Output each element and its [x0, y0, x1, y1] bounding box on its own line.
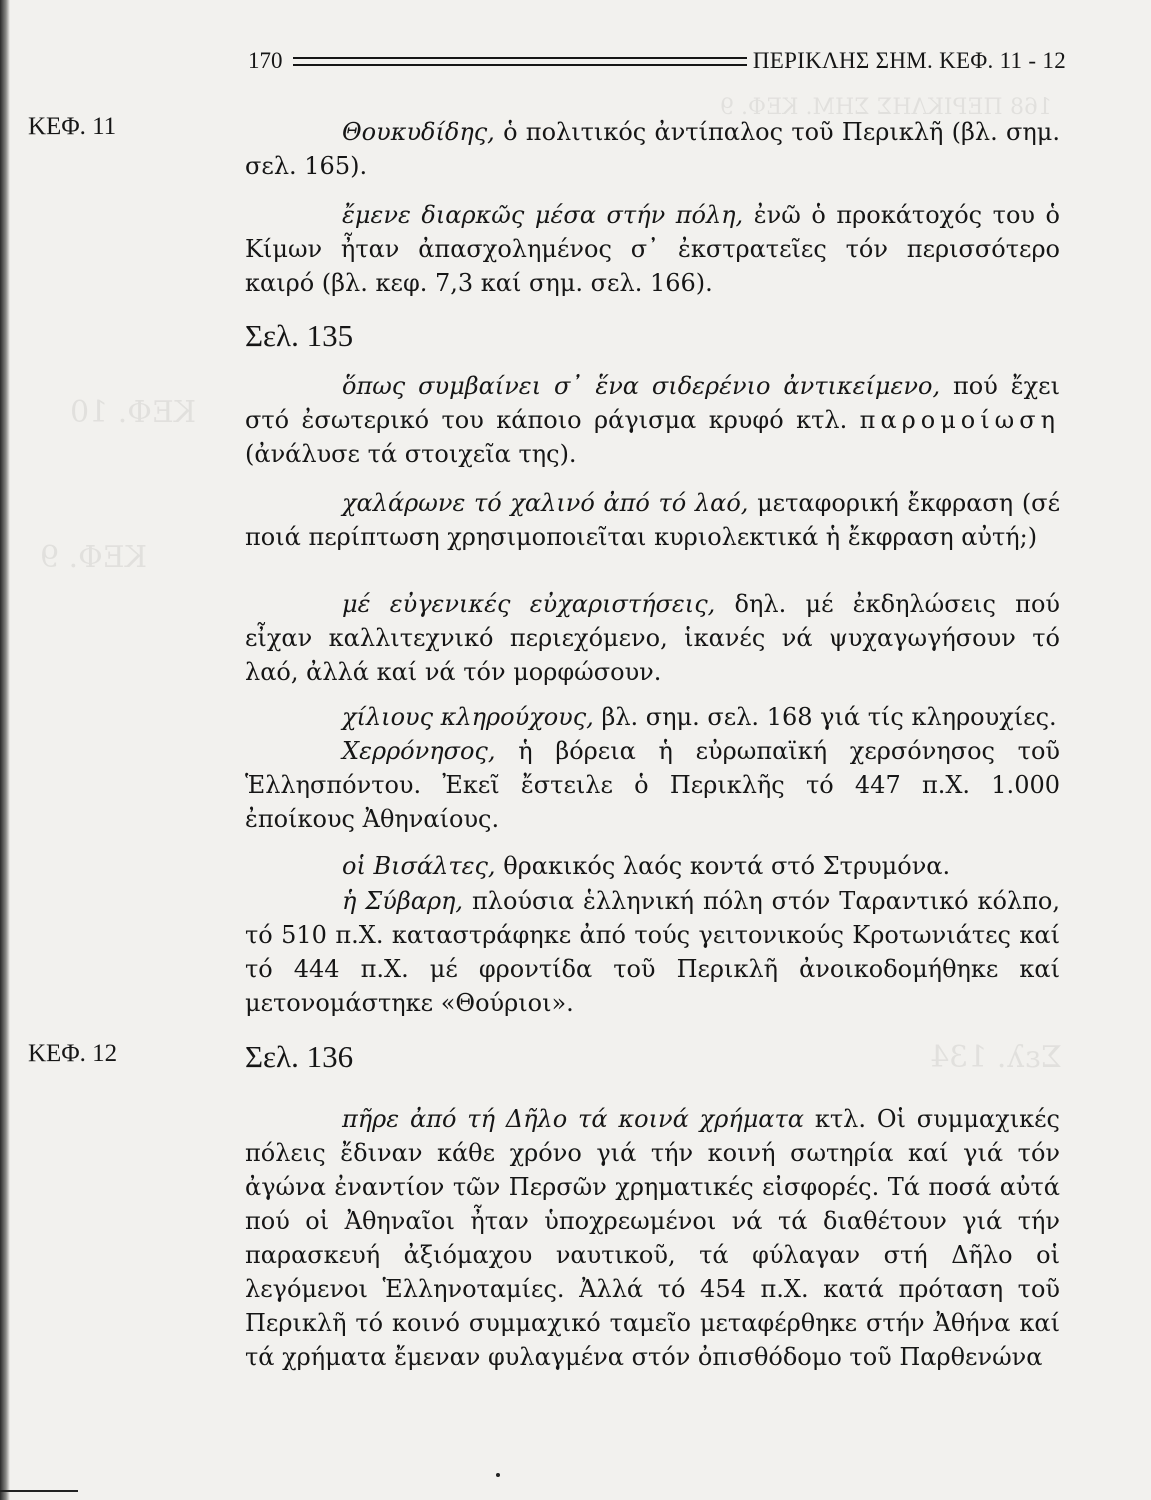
margin-chapter-11: ΚΕΦ. 11: [28, 113, 117, 140]
section-heading-136: Σελ. 136: [245, 1039, 354, 1074]
bleed-through-label: ΠΕΡΙΚΛΗΣ ΣΗΜ. ΚΕΦ. 9: [720, 95, 1003, 120]
note-loosened-rein: [245, 486, 1060, 554]
section-heading-135: Σελ. 135: [245, 318, 354, 353]
note-term: ἡ Σύβαρη,: [342, 887, 464, 915]
note-text: βλ. σημ. σελ. 168 γιά τίς κληρουχίες.: [593, 703, 1057, 731]
note-term: ἔμενε διαρκῶς μέσα στήν πόλη,: [342, 201, 744, 229]
bleed-through-label: ΚΕΦ. 9: [40, 540, 148, 575]
note-sybaris: [245, 884, 1060, 1020]
note-iron-object: [245, 369, 1060, 471]
note-remained-in-city: [245, 198, 1060, 300]
bleed-through-label: ΚΕΦ. 10: [70, 395, 197, 430]
note-spaced-word: παρομοίωση: [859, 406, 1060, 434]
note-text: δηλ. μέ ἐκδηλώσεις πού εἶχαν καλλιτεχνικό περιεχόμενο, ἱκανές νά ψυχαγωγήσουν τό λαό, ἀλλά καί νά τόν μορφώσουν.: [245, 590, 1060, 686]
note-text: μεταφορική ἔκφραση (σέ ποιά περίπτωση χρησιμοποιεῖται κυριολεκτικά ἡ ἔκφραση αὐτή;): [245, 489, 1060, 551]
bleed-through-label: 168: [1010, 95, 1052, 120]
note-chersonese: [245, 734, 1060, 836]
note-term: οἱ Βισάλτες,: [342, 852, 496, 880]
note-text: πλούσια ἑλληνική πόλη στόν Ταραντικό κόλπο, τό 510 π.Χ. καταστράφηκε ἀπό τούς γειτονικούς Κροτωνιάτες καί τό 444 π.Χ. μέ φροντίδα τοῦ Περικλῆ ἀνοικοδομήθηκε καί μετονομάστηκε «Θούριοι».: [245, 887, 1061, 1017]
note-text: κτλ. Οἱ συμμαχικές πόλεις ἔδιναν κάθε χρόνο γιά τήν κοινή σωτηρία καί γιά τόν ἀγώνα ἐναντίον τῶν Περσῶν χρηματικές εἰσφορές. Τά ποσά αὐτά πού οἱ Ἀθηναῖοι ἦταν ὑποχρεωμένοι νά τά διαθέτουν γιά τήν παρασκευή ἀξιόμαχου ναυτικοῦ, τά φύλαγαν στή Δῆλο οἱ λεγόμενοι Ἑλληνοταμίες. Ἀλλά τό 454 π.Χ. κατά πρόταση τοῦ Περικλῆ τό κοινό συμμαχικό ταμεῖο μεταφέρθηκε στήν Ἀθήνα καί τά χρήματα ἔμεναν φυλαγμένα στόν ὀπισθόδομο τοῦ Παρθενώνα: [245, 1105, 1061, 1371]
note-term: χαλάρωνε τό χαλινό ἀπό τό λαό,: [342, 489, 749, 517]
scan-edge-shadow: [0, 0, 10, 1500]
page-number: 170: [248, 48, 283, 73]
note-text: θρακικός λαός κοντά στό Στρυμόνα.: [495, 852, 951, 880]
note-text: πού ἔχει στό ἐσωτερικό του κάποιο ράγισμα κρυφό κτλ.: [245, 372, 1061, 434]
header-rule: [293, 57, 747, 66]
note-delos-treasury: [245, 1102, 1060, 1374]
footer-rule: [0, 1490, 78, 1492]
running-header: [248, 48, 1066, 74]
note-thucydides: [245, 115, 1060, 183]
running-title: ΠΕΡΙΚΛΗΣ ΣΗΜ. ΚΕΦ. 11 - 12: [752, 48, 1066, 73]
note-noble-entertainments: [245, 587, 1060, 689]
note-term: χίλιους κληρούχους,: [342, 703, 594, 731]
note-bisaltae: [245, 849, 1060, 883]
note-thousand-cleruchs: [245, 700, 1060, 734]
note-text-tail: (ἀνάλυσε τά στοιχεῖα της).: [245, 440, 577, 468]
note-term: Θουκυδίδης,: [342, 118, 495, 146]
note-term: Χερρόνησος,: [342, 737, 496, 765]
stray-mark: [496, 1473, 500, 1477]
bleed-through-label: Σελ. 134: [930, 1040, 1063, 1075]
note-text: ὁ πολιτικός ἀντίπαλος τοῦ Περικλῆ (βλ. σημ. σελ. 165).: [245, 118, 1060, 180]
note-text: ἡ βόρεια ἡ εὐρωπαϊκή χερσόνησος τοῦ Ἑλλησπόντου. Ἐκεῖ ἔστειλε ὁ Περικλῆς τό 447 π.Χ. 1.000 ἐποίκους Ἀθηναίους.: [245, 737, 1060, 833]
note-text: ἐνῶ ὁ προκάτοχός του ὁ Κίμων ἦταν ἀπασχολημένος σ᾽ ἐκστρατεῖες τόν περισσότερο καιρό (βλ. κεφ. 7,3 καί σημ. σελ. 166).: [245, 201, 1060, 297]
note-term: μέ εὐγενικές εὐχαριστήσεις,: [342, 590, 716, 618]
note-term: πῆρε ἀπό τή Δῆλο τά κοινά χρήματα: [342, 1105, 804, 1133]
margin-chapter-12: ΚΕΦ. 12: [28, 1040, 118, 1067]
note-term: ὅπως συμβαίνει σ᾽ ἕνα σιδερένιο ἀντικείμενο,: [342, 372, 941, 400]
